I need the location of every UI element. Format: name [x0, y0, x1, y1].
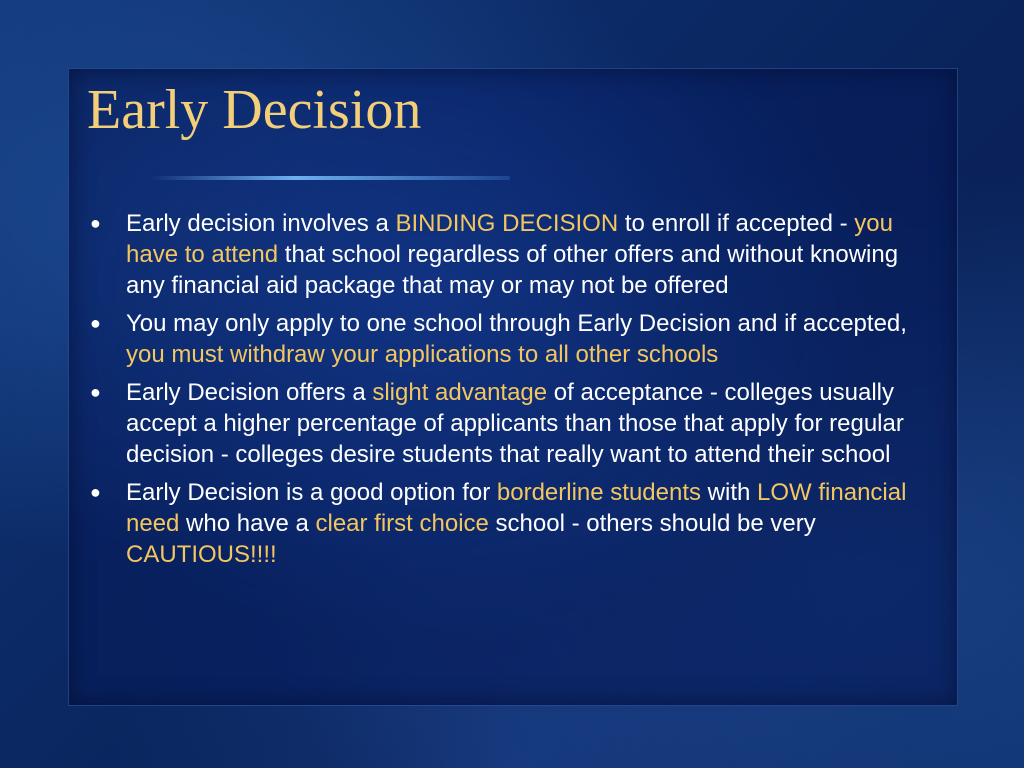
- bullet-text: You may only apply to one school through Early Decision and if accepted,: [126, 310, 907, 337]
- bullet-item: [90, 477, 940, 570]
- title-underline: [150, 176, 510, 180]
- bullet-item: [90, 308, 940, 370]
- bullet-dot-icon: ●: [90, 313, 101, 333]
- highlight-text: you have to attend: [126, 210, 893, 268]
- bullet-text: Early decision involves a: [126, 210, 396, 237]
- highlight-text: borderline students: [496, 479, 702, 506]
- bullet-text: to enroll if accepted -: [618, 210, 855, 237]
- bullet-text: who have a: [179, 510, 316, 537]
- bullet-dot-icon: ●: [90, 213, 101, 233]
- highlight-text: clear first choice: [315, 510, 489, 537]
- bullet-text: Early Decision offers a: [126, 379, 373, 406]
- highlight-text: BINDING DECISION: [395, 210, 619, 237]
- highlight-text: slight advantage: [372, 379, 548, 406]
- bullet-text: that school regardless of other offers and without knowing any financial aid package that may or may not be offered: [126, 241, 899, 299]
- highlight-text: CAUTIOUS!!!!: [126, 541, 277, 568]
- bullet-item: [90, 208, 940, 301]
- bullet-list: [90, 208, 940, 577]
- bullet-dot-icon: ●: [90, 482, 101, 502]
- bullet-text: with: [701, 479, 758, 506]
- bullet-text: school - others should be very: [488, 510, 816, 537]
- slide-title: Early Decision: [87, 79, 422, 141]
- highlight-text: you must withdraw your applications to all other schools: [126, 341, 719, 368]
- highlight-text: LOW financial need: [126, 479, 907, 537]
- bullet-dot-icon: ●: [90, 382, 101, 402]
- bullet-text: Early Decision is a good option for: [126, 479, 497, 506]
- bullet-item: [90, 377, 940, 470]
- bullet-text: of acceptance - colleges usually accept a higher percentage of applicants than those that apply for regular decision - colleges desire students that really want to attend their school: [126, 379, 904, 468]
